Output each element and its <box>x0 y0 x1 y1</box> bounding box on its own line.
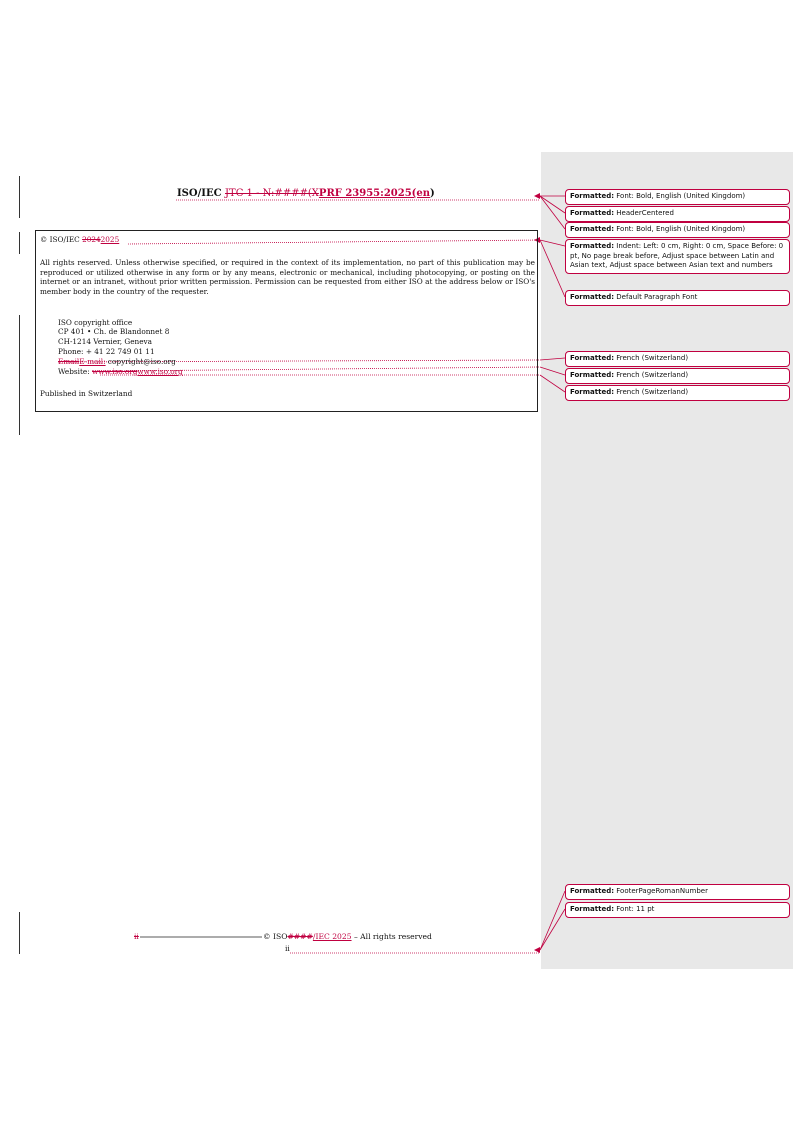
header-suffix: ) <box>430 188 435 199</box>
footer-page-deleted: ii <box>134 932 139 941</box>
phone-number: + 41 22 749 01 11 <box>85 347 155 356</box>
published-line: Published in Switzerland <box>40 389 133 398</box>
comment-text: Default Paragraph Font <box>614 293 698 301</box>
email-label-deleted: Email <box>58 357 80 366</box>
comment-label: Formatted: <box>570 293 615 301</box>
comment-text: FooterPageRomanNumber <box>614 887 708 895</box>
comment-label: Formatted: <box>570 225 615 233</box>
office-name: ISO copyright office <box>58 318 133 327</box>
comment-label: Formatted: <box>570 242 615 250</box>
header-prefix: ISO/IEC <box>177 188 226 199</box>
comment-label: Formatted: <box>570 887 615 895</box>
phone-label: Phone: <box>58 347 86 356</box>
copyright-year-inserted: 2025 <box>100 235 120 244</box>
comment-text: HeaderCentered <box>614 209 674 217</box>
address-line-1: CP 401 • Ch. de Blandonnet 8 <box>58 327 170 336</box>
comment-text: Font: 11 pt <box>614 905 655 913</box>
website-deleted: www.iso.org <box>92 367 138 376</box>
footer-deleted-text: #### <box>287 932 313 941</box>
header-inserted-text: PRF 23955:2025(en <box>318 188 431 199</box>
email-label-inserted: E-mail: <box>79 357 106 366</box>
footer-copyright <box>263 932 432 941</box>
comment-label: Formatted: <box>570 192 615 200</box>
header-deleted-text: JTC 1 - N:####(X <box>225 188 319 199</box>
website-link[interactable]: www.iso.org <box>137 367 183 376</box>
copyright-symbol: © ISO/IEC <box>40 235 83 244</box>
comment-text: French (Switzerland) <box>614 371 689 379</box>
comment-text: Indent: Left: 0 cm, Right: 0 cm, Space Before: 0 pt, No page break before, Adjust space between Latin and Asian text, Adjust space between Asian text and numbers <box>570 242 784 269</box>
footer-inserted-text: /IEC 2025 <box>312 932 352 941</box>
comment-label: Formatted: <box>570 209 615 217</box>
footer-suffix: – All rights reserved <box>351 932 432 941</box>
address-line-2: CH-1214 Vernier, Geneva <box>58 337 153 346</box>
rights-paragraph: All rights reserved. Unless otherwise specified, or required in the context of its implementation, no part of this publication may be reproduced or utilized otherwise in any form or by any means, electronic or mechanical, including photocopying, or posting on the internet or an intranet, without prior written permission. Permission can be requested from either ISO at the address below or ISO's member body in the country of the requester. <box>40 258 535 297</box>
comment-text: French (Switzerland) <box>614 354 689 362</box>
comment-text: French (Switzerland) <box>614 388 689 396</box>
website-label: Website: <box>58 367 93 376</box>
comment-label: Formatted: <box>570 905 615 913</box>
copyright-year-deleted: 2024 <box>82 235 101 244</box>
comment-label: Formatted: <box>570 354 615 362</box>
comment-text: Font: Bold, English (United Kingdom) <box>614 192 746 200</box>
footer-page-number: ii <box>285 944 290 953</box>
comment-text: Font: Bold, English (United Kingdom) <box>614 225 746 233</box>
comment-label: Formatted: <box>570 371 615 379</box>
comment-label: Formatted: <box>570 388 615 396</box>
email-value[interactable]: copyright@iso.org <box>105 357 176 366</box>
footer-copyright-prefix: © ISO <box>263 932 288 941</box>
